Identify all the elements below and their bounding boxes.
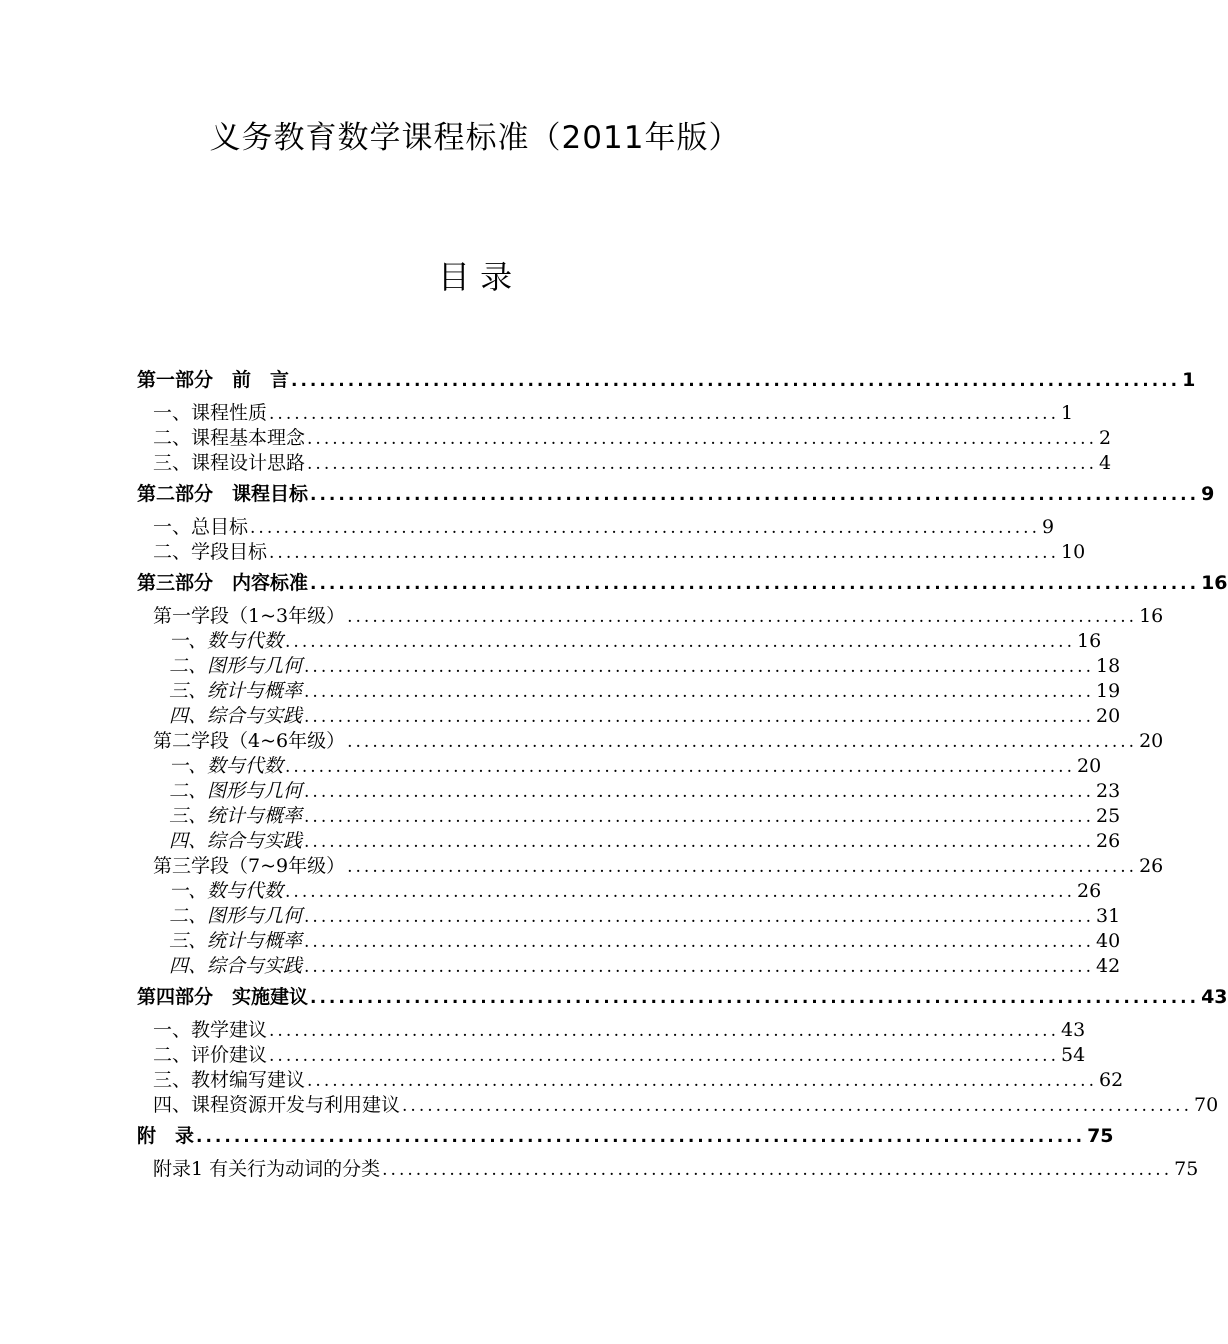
toc-entry-label: 一、数与代数 bbox=[169, 880, 284, 902]
dot-leader: .............................................................................................. bbox=[196, 1127, 1086, 1147]
toc-entry-label: 附录1 有关行为动词的分类 bbox=[153, 1158, 381, 1180]
toc-subentry[interactable] bbox=[137, 829, 1121, 854]
toc-page-number: 62 bbox=[1098, 1069, 1124, 1091]
toc-entry-label: 一、教学建议 bbox=[153, 1019, 268, 1041]
dot-leader: .............................................................................................. bbox=[347, 857, 1138, 877]
toc-stage-3[interactable] bbox=[137, 854, 1164, 879]
toc-entry[interactable] bbox=[137, 1068, 1124, 1093]
toc-page-number: 9 bbox=[1041, 516, 1055, 538]
dot-leader: .............................................................................................. bbox=[307, 429, 1097, 449]
dot-leader: .............................................................................................. bbox=[310, 485, 1200, 505]
toc-entry-label: 一、总目标 bbox=[153, 516, 249, 538]
toc-entry-label: 二、学段目标 bbox=[153, 541, 268, 563]
toc-entry-label: 四、综合与实践 bbox=[169, 955, 303, 977]
dot-leader: .............................................................................................. bbox=[347, 732, 1138, 752]
toc-entry-label: 二、图形与几何 bbox=[169, 780, 303, 802]
toc-entry-label: 三、统计与概率 bbox=[169, 680, 303, 702]
toc-appendix[interactable] bbox=[137, 1122, 1114, 1150]
toc-page-number: 23 bbox=[1095, 780, 1121, 802]
dot-leader: .............................................................................................. bbox=[304, 957, 1094, 977]
dot-leader: .............................................................................................. bbox=[250, 518, 1040, 538]
toc-subentry[interactable] bbox=[137, 779, 1121, 804]
toc-page-number: 4 bbox=[1098, 452, 1112, 474]
dot-leader: .............................................................................................. bbox=[285, 757, 1075, 777]
toc-entry-label: 二、图形与几何 bbox=[169, 905, 303, 927]
toc-page-number: 75 bbox=[1087, 1125, 1114, 1147]
toc-subentry[interactable] bbox=[137, 954, 1121, 979]
toc-page-number: 42 bbox=[1095, 955, 1121, 977]
toc-entry-label: 第二学段（4~6年级） bbox=[153, 730, 346, 752]
dot-leader: .............................................................................................. bbox=[304, 707, 1094, 727]
dot-leader: .............................................................................................. bbox=[285, 882, 1075, 902]
toc-entry-label: 三、统计与概率 bbox=[169, 930, 303, 952]
toc-entry-label: 一、数与代数 bbox=[169, 630, 284, 652]
toc-page-number: 43 bbox=[1060, 1019, 1086, 1041]
toc-entry-label: 一、数与代数 bbox=[169, 755, 284, 777]
toc-entry-label: 四、综合与实践 bbox=[169, 705, 303, 727]
toc-stage-2[interactable] bbox=[137, 729, 1164, 754]
toc-page-number: 26 bbox=[1076, 880, 1102, 902]
toc-entry-label: 一、课程性质 bbox=[153, 402, 268, 424]
toc-part-1[interactable] bbox=[137, 366, 1196, 394]
dot-leader: .............................................................................................. bbox=[382, 1160, 1173, 1180]
toc-page-number: 16 bbox=[1139, 605, 1164, 627]
dot-leader: .............................................................................................. bbox=[269, 1021, 1059, 1041]
toc-page-number: 26 bbox=[1095, 830, 1121, 852]
toc-page-number: 26 bbox=[1139, 855, 1164, 877]
dot-leader: .............................................................................................. bbox=[304, 832, 1094, 852]
toc-entry[interactable] bbox=[137, 1018, 1086, 1043]
dot-leader: .............................................................................................. bbox=[304, 682, 1094, 702]
toc-entry-label: 第四部分 实施建议 bbox=[137, 986, 309, 1008]
toc-subentry[interactable] bbox=[137, 679, 1121, 704]
toc-entry[interactable] bbox=[137, 451, 1112, 476]
toc-subentry[interactable] bbox=[137, 629, 1102, 654]
dot-leader: .............................................................................................. bbox=[269, 404, 1059, 424]
toc-page-number: 31 bbox=[1095, 905, 1121, 927]
toc-page-number: 43 bbox=[1201, 986, 1228, 1008]
toc-subentry[interactable] bbox=[137, 904, 1121, 929]
dot-leader: .............................................................................................. bbox=[347, 607, 1138, 627]
toc-entry[interactable] bbox=[137, 426, 1112, 451]
toc-entry-label: 第二部分 课程目标 bbox=[137, 483, 309, 505]
toc-part-4[interactable] bbox=[137, 983, 1228, 1011]
dot-leader: .............................................................................................. bbox=[304, 907, 1094, 927]
dot-leader: .............................................................................................. bbox=[304, 782, 1094, 802]
toc-entry-label: 第三部分 内容标准 bbox=[137, 572, 309, 594]
toc-entry-label: 二、课程基本理念 bbox=[153, 427, 306, 449]
toc-page-number: 1 bbox=[1182, 369, 1196, 391]
toc-subentry[interactable] bbox=[137, 929, 1121, 954]
toc-entry[interactable] bbox=[137, 515, 1055, 540]
dot-leader: .............................................................................................. bbox=[307, 1071, 1097, 1091]
toc-heading: 目 录 bbox=[437, 258, 513, 296]
toc-entry[interactable] bbox=[137, 1093, 1219, 1118]
toc-part-2[interactable] bbox=[137, 480, 1215, 508]
dot-leader: .............................................................................................. bbox=[310, 574, 1200, 594]
dot-leader: .............................................................................................. bbox=[304, 932, 1094, 952]
dot-leader: .............................................................................................. bbox=[402, 1096, 1192, 1116]
toc-entry[interactable] bbox=[137, 401, 1074, 426]
toc-page-number: 54 bbox=[1060, 1044, 1086, 1066]
toc-page-number: 40 bbox=[1095, 930, 1121, 952]
toc-page-number: 19 bbox=[1095, 680, 1121, 702]
toc-entry-label: 附 录 bbox=[137, 1125, 195, 1147]
toc-entry-label: 第三学段（7~9年级） bbox=[153, 855, 346, 877]
toc-page-number: 70 bbox=[1193, 1094, 1219, 1116]
toc-page-number: 20 bbox=[1076, 755, 1102, 777]
dot-leader: .............................................................................................. bbox=[304, 657, 1094, 677]
toc-entry[interactable] bbox=[137, 1157, 1199, 1182]
toc-page-number: 75 bbox=[1174, 1158, 1199, 1180]
dot-leader: .............................................................................................. bbox=[269, 543, 1059, 563]
toc-entry-label: 三、课程设计思路 bbox=[153, 452, 306, 474]
toc-entry-label: 二、图形与几何 bbox=[169, 655, 303, 677]
toc-page-number: 20 bbox=[1095, 705, 1121, 727]
toc-subentry[interactable] bbox=[137, 879, 1102, 904]
toc-entry-label: 三、统计与概率 bbox=[169, 805, 303, 827]
toc-subentry[interactable] bbox=[137, 704, 1121, 729]
toc-subentry[interactable] bbox=[137, 754, 1102, 779]
toc-page-number: 2 bbox=[1098, 427, 1112, 449]
toc-page-number: 25 bbox=[1095, 805, 1121, 827]
toc-entry-label: 二、评价建议 bbox=[153, 1044, 268, 1066]
toc-stage-1[interactable] bbox=[137, 604, 1164, 629]
toc-part-3[interactable] bbox=[137, 569, 1228, 597]
toc-page-number: 9 bbox=[1201, 483, 1215, 505]
dot-leader: .............................................................................................. bbox=[310, 988, 1200, 1008]
toc-entry-label: 四、课程资源开发与利用建议 bbox=[153, 1094, 401, 1116]
dot-leader: .............................................................................................. bbox=[285, 632, 1075, 652]
dot-leader: .............................................................................................. bbox=[291, 371, 1181, 391]
toc-page-number: 20 bbox=[1139, 730, 1164, 752]
toc-page-number: 1 bbox=[1060, 402, 1074, 424]
toc-entry-label: 第一部分 前 言 bbox=[137, 369, 290, 391]
dot-leader: .............................................................................................. bbox=[307, 454, 1097, 474]
toc-page-number: 16 bbox=[1076, 630, 1102, 652]
toc-page-number: 18 bbox=[1095, 655, 1121, 677]
document-title: 义务教育数学课程标准（2011年版） bbox=[209, 120, 741, 156]
toc-entry-label: 第一学段（1~3年级） bbox=[153, 605, 346, 627]
toc-page-number: 10 bbox=[1060, 541, 1086, 563]
toc-entry-label: 三、教材编写建议 bbox=[153, 1069, 306, 1091]
toc-subentry[interactable] bbox=[137, 804, 1121, 829]
toc-page-number: 16 bbox=[1201, 572, 1228, 594]
dot-leader: .............................................................................................. bbox=[269, 1046, 1059, 1066]
dot-leader: .............................................................................................. bbox=[304, 807, 1094, 827]
toc-entry[interactable] bbox=[137, 540, 1086, 565]
toc-entry[interactable] bbox=[137, 1043, 1086, 1068]
table-of-contents bbox=[137, 362, 1228, 1182]
toc-entry-label: 四、综合与实践 bbox=[169, 830, 303, 852]
toc-subentry[interactable] bbox=[137, 654, 1121, 679]
